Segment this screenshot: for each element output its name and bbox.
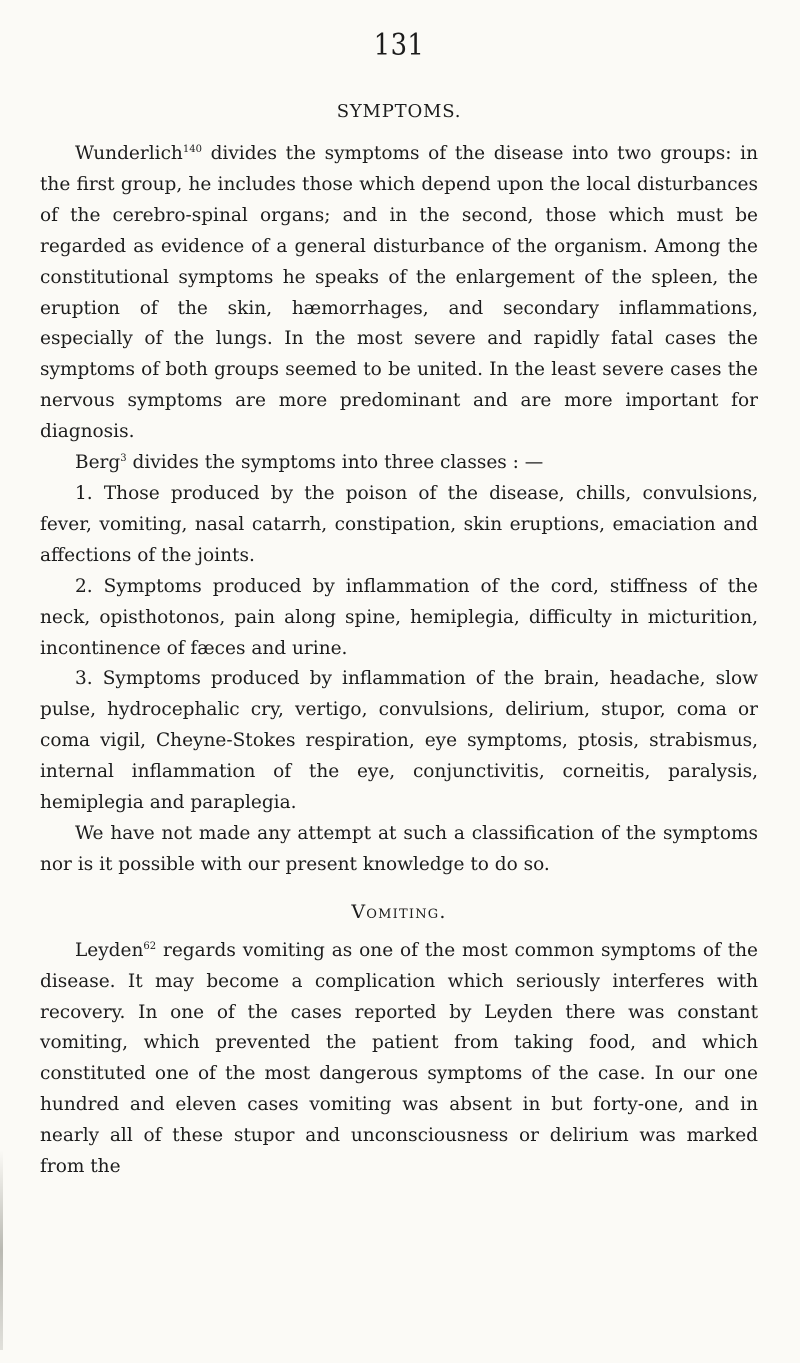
reference-number: 140 [182, 143, 202, 155]
section-heading: SYMPTOMS. [336, 101, 462, 122]
list-item-class-3: 3. Symptoms produced by inflammation of the brain, headache, slow pulse, hydrocephalic cry, vertigo, convulsions, delirium, stupor, coma or coma vigil, Cheyne-Stokes respiration, eye symptoms, ptosis, strabismus, internal inflammation of the eye, conjunctivitis, corneitis, paralysis, hemiplegia and paraplegia. [40, 668, 758, 814]
author-name: Wunderlich [75, 143, 183, 164]
reference-number: 3 [120, 452, 127, 464]
book-page [40, 28, 758, 1183]
list-item-class-1: 1. Those produced by the poison of the disease, chills, convulsions, fever, vomiting, nasal catarrh, constipation, skin eruptions, emaciation and affections of the joints. [40, 482, 758, 566]
author-name: Berg [75, 452, 121, 474]
paragraph-berg [40, 448, 758, 479]
paragraph-leyden [40, 936, 758, 1183]
reference-number: 62 [143, 940, 157, 952]
author-name: Leyden [75, 939, 144, 961]
paragraph-wunderlich [40, 139, 758, 448]
page-edge-shadow [0, 1150, 3, 1350]
paragraph-text: regards vomiting as one of the most common symptoms of the disease. It may become a complication which seriously interferes with recovery. In one of the cases reported by Leyden there was constant vomiting, which prevented the patient from taking food, and which constituted one of the most dangerous symptoms of the case. In our one hundred and eleven cases vomiting was absent in but forty-one, and in nearly all of these stupor and unconsciousness or delirium was marked from the [40, 939, 758, 1178]
list-item-class-2: 2. Symptoms produced by inflammation of the cord, stiffness of the neck, opisthotonos, pain along spine, hemiplegia, difficulty in micturition, incontinence of fæces and urine. [40, 575, 758, 659]
page-number: 131 [373, 28, 425, 63]
paragraph-classification-note: We have not made any attempt at such a classification of the symptoms nor is it possible with our present knowledge to do so. [40, 822, 758, 875]
subsection-heading-vomiting: Vomiting. [351, 900, 447, 923]
paragraph-text: divides the symptoms of the disease into two groups: in the first group, he includes those which depend upon the local disturbances of the cerebro-spinal organs; and in the second, those which must be regarded as evidence of a general disturbance of the organism. Among the constitutional symptoms he speaks of the enlargement of the spleen, the eruption of the skin, hæmorrhages, and secondary inflammations, especially of the lungs. In the most severe and rapidly fatal cases the symptoms of both groups seemed to be united. In the least severe cases the nervous symptoms are more predominant and are more important for diagnosis. [40, 143, 758, 443]
paragraph-text: divides the symptoms into three classes : — [126, 452, 544, 474]
